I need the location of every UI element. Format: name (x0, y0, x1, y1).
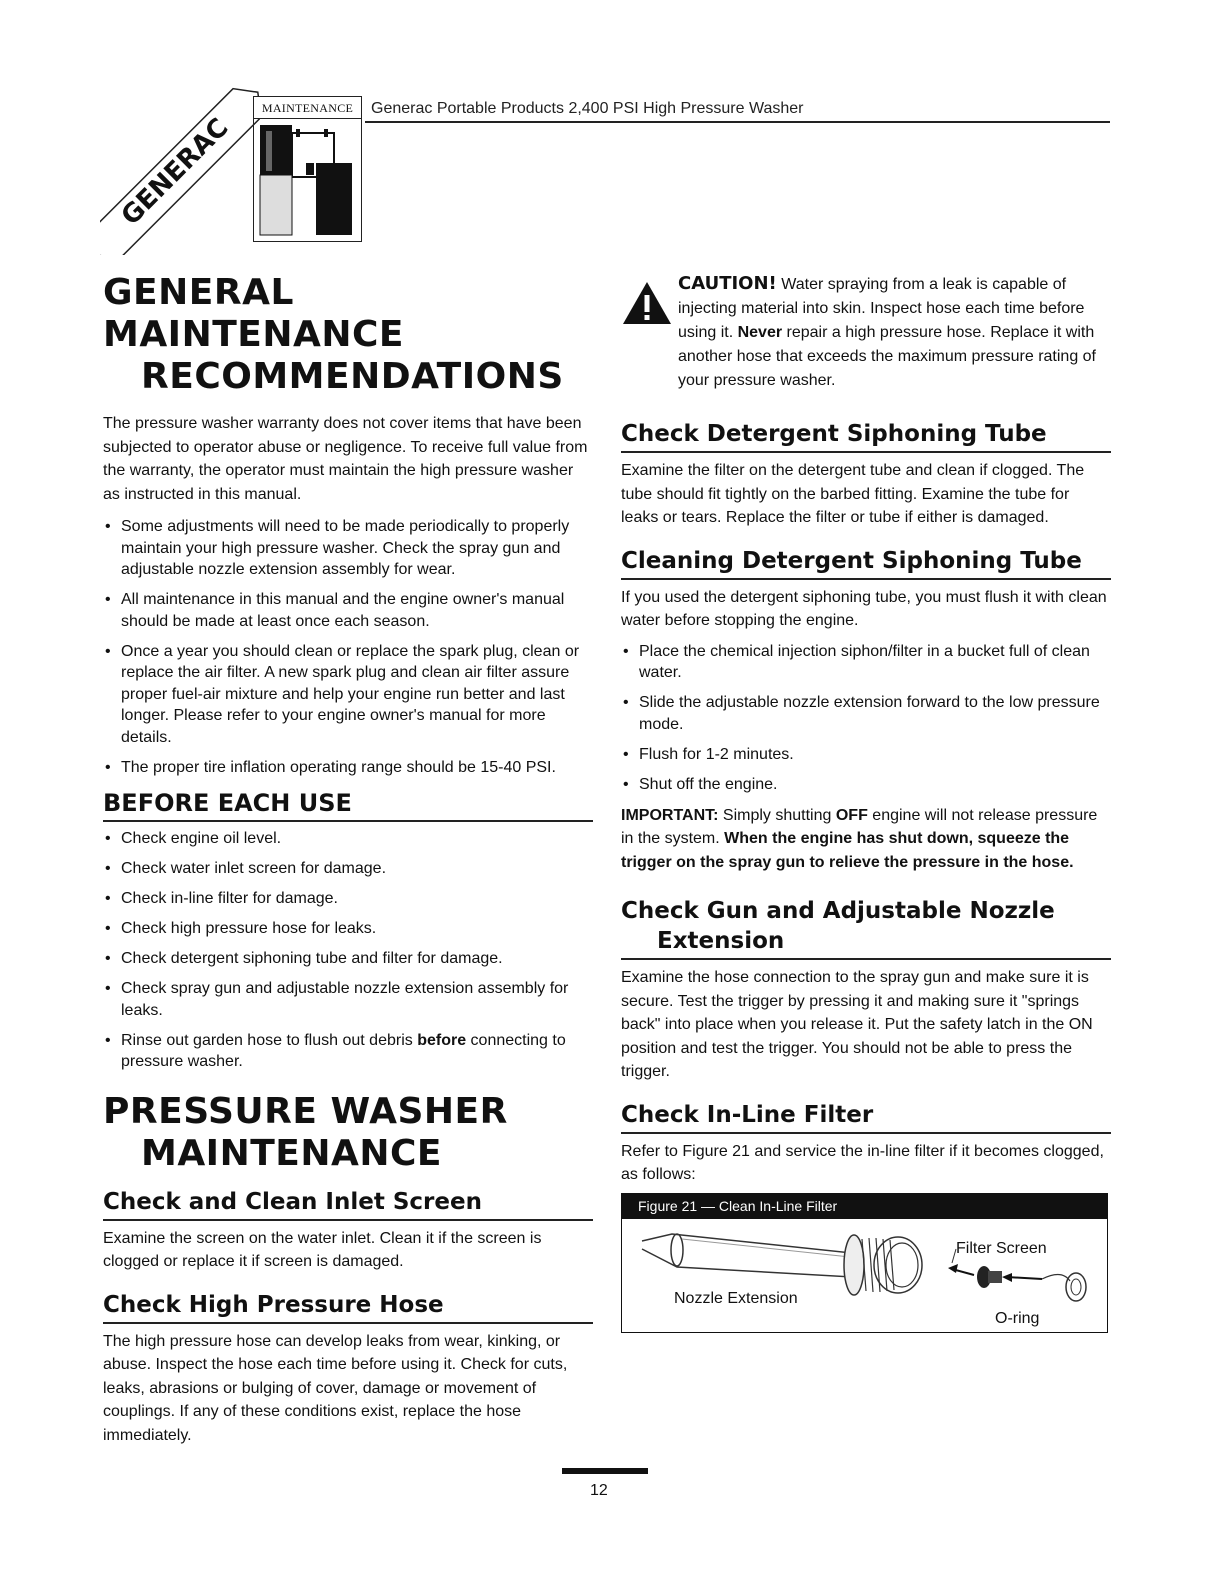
before-each-use-heading: BEFORE EACH USE (103, 788, 593, 822)
caution-block: CAUTION! Water spraying from a leak is capable of injecting material into skin. Inspect hose each time before using it. Never repair a high pressure hose. Replace it with another hose that exceeds the maximum pressure rating of your pressure washer. (621, 272, 1111, 393)
figure-21 (621, 1193, 1108, 1333)
cleaning-tube-heading: Cleaning Detergent Siphoning Tube (621, 546, 1111, 580)
inline-filter-body: Refer to Figure 21 and service the in-line filter if it becomes clogged, as follows: (621, 1142, 1104, 1183)
right-column (621, 272, 1111, 1333)
header-rule (365, 121, 1110, 123)
list-item: • Check high pressure hose for leaks. (103, 918, 593, 940)
wrench-calendar-icon (258, 123, 358, 237)
inline-filter-heading: Check In-Line Filter (621, 1100, 1111, 1134)
before-each-use-list (103, 828, 593, 1073)
gun-nozzle-title-line2: Extension (657, 928, 785, 954)
list-item: • Flush for 1-2 minutes. (621, 744, 1111, 766)
detergent-tube-heading: Check Detergent Siphoning Tube (621, 419, 1111, 453)
high-pressure-hose-heading: Check High Pressure Hose (103, 1290, 593, 1324)
important-note: IMPORTANT: Simply shutting OFF engine will not release pressure in the system. When the engine has shut down, squeeze the trigger on the spray gun to relieve the pressure in the hose. (621, 806, 1098, 871)
nozzle-extension-label: Nozzle Extension (674, 1289, 798, 1307)
cleaning-tube-list (621, 641, 1111, 796)
inlet-screen-body: Examine the screen on the water inlet. Clean it if the screen is clogged or replace it if screen is damaged. (103, 1229, 542, 1270)
gun-nozzle-body: Examine the hose connection to the spray gun and make sure it is secure. Test the trigger by pressing it and making sure it "springs back" into place when you release it. Put the safety latch in the ON position and test the trigger. You should not be able to press the trigger. (621, 969, 1093, 1080)
filter-screen-label: Filter Screen (956, 1239, 1047, 1257)
list-item: • Check spray gun and adjustable nozzle extension assembly for leaks. (103, 978, 593, 1021)
list-item: • Some adjustments will need to be made periodically to properly maintain your high pressure washer. Check the spray gun and adjustable nozzle extension assembly for wear. (103, 516, 593, 581)
page-number: 12 (590, 1482, 608, 1499)
gun-nozzle-title-line1: Check Gun and Adjustable Nozzle (621, 898, 1055, 924)
pressure-washer-maintenance-heading (103, 1091, 593, 1175)
list-item: • Rinse out garden hose to flush out debris before connecting to pressure washer. (103, 1030, 593, 1073)
section-label: MAINTENANCE (254, 97, 361, 119)
inlet-screen-heading: Check and Clean Inlet Screen (103, 1187, 593, 1221)
high-pressure-hose-body: The high pressure hose can develop leaks from wear, kinking, or abuse. Inspect the hose each time before using it. Check for cuts, leaks, abrasions or bulging of cover, damage or movement of couplings. If any of these conditions exist, replace the hose immediately. (103, 1332, 568, 1444)
list-item: • Check detergent siphoning tube and filter for damage. (103, 948, 593, 970)
list-item: • Place the chemical injection siphon/filter in a bucket full of clean water. (621, 641, 1111, 684)
caution-label: CAUTION! (678, 273, 777, 294)
header-title: Generac Portable Products 2,400 PSI High Pressure Washer (371, 100, 804, 117)
pw-title-line1: PRESSURE WASHER (103, 1090, 508, 1132)
list-item: • The proper tire inflation operating range should be 15-40 PSI. (103, 757, 593, 779)
general-maintenance-heading (103, 272, 593, 398)
cleaning-tube-intro: If you used the detergent siphoning tube, you must flush it with clean water before stopping the engine. (621, 588, 1107, 629)
detergent-tube-body: Examine the filter on the detergent tube and clean if clogged. The tube should fit tightly on the barbed fitting. Examine the tube for leaks or tears. Replace the filter or tube if either is damaged. (621, 462, 1085, 526)
left-column (103, 272, 593, 1447)
gun-nozzle-heading (621, 896, 1111, 960)
maintenance-section-icon (253, 96, 362, 242)
oring-label: O-ring (995, 1309, 1040, 1327)
list-item: • Shut off the engine. (621, 774, 1111, 796)
list-item: • Check water inlet screen for damage. (103, 858, 593, 880)
list-item: • Slide the adjustable nozzle extension forward to the low pressure mode. (621, 692, 1111, 735)
general-title-line1: GENERAL MAINTENANCE (103, 272, 404, 355)
list-item: • Check in-line filter for damage. (103, 888, 593, 910)
list-item: • Check engine oil level. (103, 828, 593, 850)
general-title-line2: RECOMMENDATIONS (141, 356, 564, 397)
logo-brand-text: GENERAC (115, 112, 235, 232)
page-number-bar (562, 1468, 648, 1474)
list-item: • Once a year you should clean or replace the spark plug, clean or replace the air filter. A new spark plug and clean air filter assure proper fuel-air mixture and help your engine run better and last longer. Please refer to your engine owner's manual for more details. (103, 641, 593, 749)
list-item: • All maintenance in this manual and the engine owner's manual should be made at least once each season. (103, 589, 593, 632)
generac-logo (100, 85, 260, 255)
general-bullets (103, 516, 593, 778)
general-intro: The pressure washer warranty does not cover items that have been subjected to operator abuse or negligence. To receive full value from the warranty, the operator must maintain the high pressure washer as instructed in this manual. (103, 415, 588, 503)
pw-title-line2: MAINTENANCE (141, 1132, 442, 1174)
warning-triangle-icon (621, 280, 673, 326)
figure-title: Figure 21 — Clean In-Line Filter (622, 1194, 1107, 1219)
